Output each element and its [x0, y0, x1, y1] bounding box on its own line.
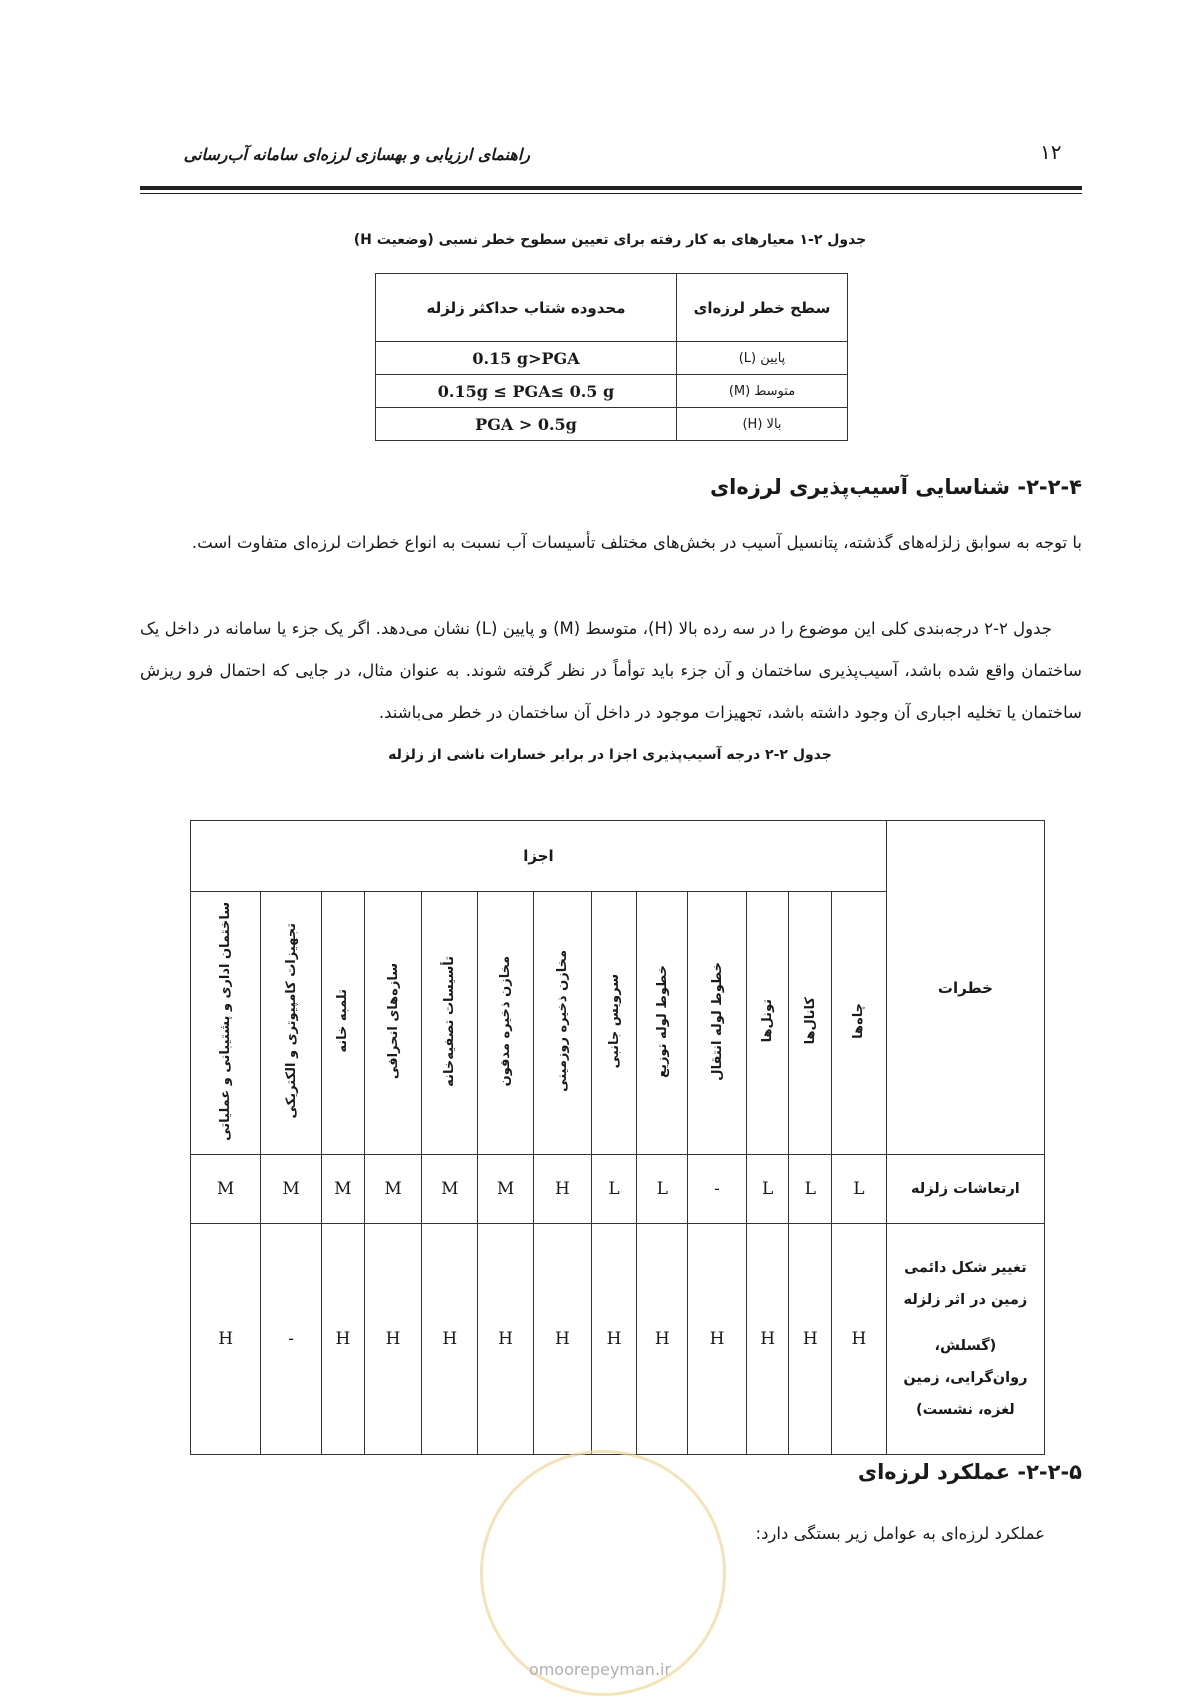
- page-number: ۱۲: [1040, 140, 1062, 164]
- component-header-cell: [478, 892, 534, 1155]
- vulnerability-cell: H: [637, 1224, 688, 1455]
- vulnerability-cell: H: [422, 1224, 478, 1455]
- vulnerability-cell: -: [261, 1224, 322, 1455]
- vulnerability-cell: H: [478, 1224, 534, 1455]
- vulnerability-cell: H: [688, 1224, 747, 1455]
- row-label-line: تغییر شکل دائمی: [904, 1260, 1027, 1276]
- table-row: [376, 408, 848, 441]
- paragraph-table-description: جدول ۲-۲ درجه‌بندی کلی این موضوع را در سه رده بالا (H)، متوسط (M) و پایین (L) نشان می‌دهد. اگر یک جزء یا سامانه در داخل یک ساختمان واقع شده باشد، آسیب‌پذیری ساختمان و آن جزء باید توأماً در نظر گرفته شوند. به عنوان مثال، در جایی که احتمال فرو ریزش ساختمان یا تخلیه اجباری آن وجود داشته باشد، تجهیزات موجود در داخل آن ساختمان در خطر می‌باشند.: [140, 619, 1082, 722]
- components-header: اجزا: [191, 821, 887, 892]
- component-header-cell: [533, 892, 591, 1155]
- component-header-cell: [364, 892, 422, 1155]
- vulnerability-cell: M: [478, 1155, 534, 1224]
- table1-level-cell: پایین (L): [677, 342, 848, 375]
- table1-caption: جدول ۲-۱ معیارهای به کار رفته برای تعیین سطوح خطر نسبی (وضعیت H): [353, 232, 867, 248]
- component-label: مخازن ذخیره روزمینی: [554, 950, 570, 1092]
- vulnerability-cell: H: [533, 1224, 591, 1455]
- component-label: چاه‌ها: [851, 1003, 867, 1039]
- vulnerability-cell: L: [789, 1155, 832, 1224]
- paragraph-performance: عملکرد لرزه‌ای به عوامل زیر بستگی دارد:: [755, 1524, 1045, 1543]
- vulnerability-cell: H: [789, 1224, 832, 1455]
- component-label: سازه‌های انحرافی: [385, 962, 401, 1080]
- table1-level-cell: متوسط (M): [677, 375, 848, 408]
- vulnerability-cell: H: [322, 1224, 365, 1455]
- component-header-cell: [789, 892, 832, 1155]
- vulnerability-cell: -: [688, 1155, 747, 1224]
- row-label-line: زمین در اثر زلزله: [903, 1292, 1028, 1308]
- vulnerability-cell: L: [591, 1155, 637, 1224]
- hazard-level-table: [375, 273, 848, 441]
- component-label: ساختمان اداری و پشتیبانی و عملیاتی: [218, 901, 234, 1141]
- component-label: تجهیزات کامپیوتری و الکتریکی: [283, 923, 299, 1119]
- component-label: خطوط لوله انتقال: [709, 961, 725, 1081]
- component-header-cell: [688, 892, 747, 1155]
- component-header-cell: [322, 892, 365, 1155]
- table1-pga-cell: PGA > 0.5g: [376, 408, 677, 441]
- row-label-line: روان‌گرایی، زمین: [903, 1370, 1028, 1386]
- component-label: تأسیسات تصفیه‌خانه: [442, 955, 458, 1087]
- vulnerability-cell: L: [746, 1155, 789, 1224]
- component-label: سرویس جانبی: [606, 973, 622, 1069]
- table1-level-cell: بالا (H): [677, 408, 848, 441]
- component-header-cell: [591, 892, 637, 1155]
- vulnerability-cell: H: [364, 1224, 422, 1455]
- vulnerability-cell: M: [261, 1155, 322, 1224]
- paragraph-intro: با توجه به سوابق زلزله‌های گذشته، پتانسیل آسیب در بخش‌های مختلف تأسیسات آب نسبت به انواع خطرات لرزه‌ای متفاوت است.: [191, 533, 1082, 552]
- row-label-line: ارتعاشات زلزله: [911, 1181, 1020, 1197]
- watermark-site: omoorepeyman.ir: [528, 1660, 672, 1679]
- table-row: [376, 375, 848, 408]
- row-label-line: (گسلش،: [934, 1338, 997, 1354]
- vulnerability-cell: M: [191, 1155, 261, 1224]
- component-header-cell: [832, 892, 887, 1155]
- row-label-shaking: [886, 1155, 1044, 1224]
- header-rule-thick: [140, 186, 1082, 190]
- header-rule-thin: [140, 193, 1082, 194]
- component-header-cell: [746, 892, 789, 1155]
- vulnerability-cell: L: [832, 1155, 887, 1224]
- component-label: کانال‌ها: [802, 997, 818, 1045]
- component-header-cell: [191, 892, 261, 1155]
- component-header-cell: [422, 892, 478, 1155]
- section-heading-vulnerability: ۲-۲-۴- شناسایی آسیب‌پذیری لرزه‌ای: [709, 475, 1082, 499]
- table1-pga-cell: 0.15 g>PGA: [376, 342, 677, 375]
- vulnerability-table: [190, 820, 1045, 1455]
- component-label: خطوط لوله توزیع: [654, 964, 670, 1078]
- table2-caption: جدول ۲-۲ درجه آسیب‌پذیری اجزا در برابر خسارات ناشی از زلزله: [388, 747, 832, 763]
- table1-header-pga: محدوده شتاب حداکثر زلزله: [376, 274, 677, 342]
- component-label: تونل‌ها: [760, 999, 776, 1043]
- vulnerability-cell: L: [637, 1155, 688, 1224]
- row-label-line: لغزه، نشست): [916, 1402, 1015, 1418]
- running-title: راهنمای ارزیابی و بهسازی لرزه‌ای سامانه آب‌رسانی: [183, 145, 530, 164]
- vulnerability-cell: H: [533, 1155, 591, 1224]
- component-label: تلمبه خانه: [335, 989, 351, 1053]
- table-row: [376, 342, 848, 375]
- vulnerability-cell: H: [746, 1224, 789, 1455]
- vulnerability-cell: H: [191, 1224, 261, 1455]
- table1-pga-cell: 0.15g ≤ PGA≤ 0.5 g: [376, 375, 677, 408]
- component-header-cell: [637, 892, 688, 1155]
- vulnerability-cell: M: [364, 1155, 422, 1224]
- component-header-cell: [261, 892, 322, 1155]
- vulnerability-cell: H: [832, 1224, 887, 1455]
- vulnerability-cell: M: [322, 1155, 365, 1224]
- section-heading-performance: ۲-۲-۵- عملکرد لرزه‌ای: [857, 1460, 1082, 1484]
- hazards-header: خطرات: [886, 821, 1044, 1155]
- vulnerability-cell: M: [422, 1155, 478, 1224]
- vulnerability-cell: H: [591, 1224, 637, 1455]
- table1-header-level: سطح خطر لرزه‌ای: [677, 274, 848, 342]
- row-label-ground-deformation: [886, 1224, 1044, 1455]
- component-label: مخازن ذخیره مدفون: [498, 955, 514, 1087]
